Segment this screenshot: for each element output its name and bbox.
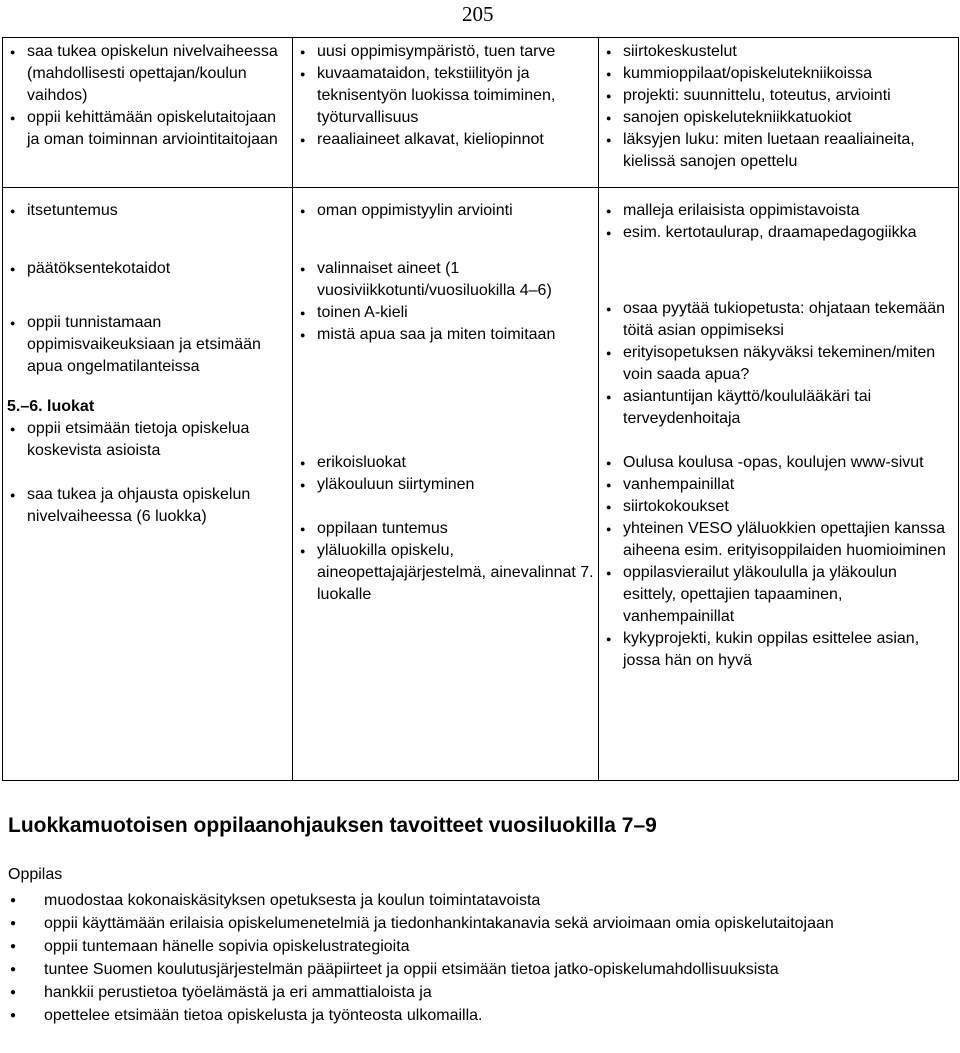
list-item: ● malleja erilaisista oppimistavoista bbox=[603, 200, 954, 222]
grade-heading-text: 5.–6. luokat bbox=[7, 398, 95, 415]
bullet-list bbox=[297, 452, 594, 496]
page-number: 205 bbox=[462, 2, 494, 26]
list-item: ● oppii tunnistamaan oppimisvaikeuksiaan ja etsimään apua ongelmatilanteissa bbox=[7, 312, 288, 378]
list-item: ● oppilaan tuntemus bbox=[297, 518, 594, 540]
list-item: ● toinen A-kieli bbox=[297, 302, 594, 324]
bullet-list bbox=[297, 41, 594, 151]
list-item: ● uusi oppimisympäristö, tuen tarve bbox=[297, 41, 594, 63]
section-title: Luokkamuotoisen oppilaanohjauksen tavoitteet vuosiluokilla 7–9 bbox=[8, 814, 657, 837]
list-item: ● osaa pyytää tukiopetusta: ohjataan tekemään töitä asian oppimiseksi bbox=[603, 298, 954, 342]
list-item: ● kuvaamataidon, tekstiilityön ja teknisentyön luokissa toimiminen, työturvallisuus bbox=[297, 63, 594, 129]
list-item: ● Oulusa koulusa -opas, koulujen www-sivut bbox=[603, 452, 954, 474]
list-item: ● erityisopetuksen näkyväksi tekeminen/miten voin saada apua? bbox=[603, 342, 954, 386]
list-item: ● saa tukea opiskelun nivelvaiheessa (mahdollisesti opettajan/koulun vaihdos) bbox=[7, 41, 288, 107]
bullet-list bbox=[7, 484, 288, 528]
table-cell bbox=[293, 188, 599, 781]
bullet-list bbox=[603, 200, 954, 244]
table-cell bbox=[293, 38, 599, 188]
bullet-list bbox=[603, 41, 954, 173]
bullet-list bbox=[297, 258, 594, 346]
table-cell bbox=[3, 38, 293, 188]
list-item: ● oppii tuntemaan hänelle sopivia opiskelustrategioita bbox=[8, 935, 948, 958]
list-item: ● oppii etsimään tietoja opiskelua koskevista asioista bbox=[7, 418, 288, 462]
guidance-table bbox=[2, 37, 959, 781]
table-cell bbox=[599, 38, 959, 188]
bullet-list bbox=[603, 298, 954, 430]
list-item: ● siirtokeskustelut bbox=[603, 41, 954, 63]
grade-heading bbox=[7, 396, 288, 418]
bullet-list bbox=[7, 312, 288, 378]
list-item: ● oppii kehittämään opiskelutaitojaan ja oman toiminnan arviointitaitojaan bbox=[7, 107, 288, 151]
list-item: ● tuntee Suomen koulutusjärjestelmän pääpiirteet ja oppii etsimään tietoa jatko-opiskelumahdollisuuksista bbox=[8, 958, 948, 981]
bullet-list bbox=[297, 518, 594, 606]
list-item: ● projekti: suunnittelu, toteutus, arviointi bbox=[603, 85, 954, 107]
bullet-list bbox=[7, 418, 288, 462]
list-item: ● opettelee etsimään tietoa opiskelusta ja työnteosta ulkomailla. bbox=[8, 1004, 948, 1027]
list-item: ● valinnaiset aineet (1 vuosiviikkotunti/vuosiluokilla 4–6) bbox=[297, 258, 594, 302]
list-item: ● läksyjen luku: miten luetaan reaaliaineita, kielissä sanojen opettelu bbox=[603, 129, 954, 173]
goals-list bbox=[8, 889, 948, 1027]
list-item: ● mistä apua saa ja miten toimitaan bbox=[297, 324, 594, 346]
list-item: ● hankkii perustietoa työelämästä ja eri ammattialoista ja bbox=[8, 981, 948, 1004]
bullet-list bbox=[7, 41, 288, 151]
table-row bbox=[3, 38, 959, 188]
bullet-list bbox=[297, 200, 594, 222]
list-item: ● vanhempainillat bbox=[603, 474, 954, 496]
table-row bbox=[3, 188, 959, 781]
list-item: ● asiantuntijan käyttö/koululääkäri tai terveydenhoitaja bbox=[603, 386, 954, 430]
bullet-list bbox=[603, 452, 954, 672]
table-cell bbox=[3, 188, 293, 781]
bullet-list bbox=[7, 258, 288, 280]
list-item: ● saa tukea ja ohjausta opiskelun nivelvaiheessa (6 luokka) bbox=[7, 484, 288, 528]
list-item: ● muodostaa kokonaiskäsityksen opetuksesta ja koulun toimintatavoista bbox=[8, 889, 948, 912]
list-item: ● yläkouluun siirtyminen bbox=[297, 474, 594, 496]
list-item: ● reaaliaineet alkavat, kieliopinnot bbox=[297, 129, 594, 151]
list-item: ● kummioppilaat/opiskelutekniikoissa bbox=[603, 63, 954, 85]
bullet-list bbox=[7, 200, 288, 222]
list-item: ● erikoisluokat bbox=[297, 452, 594, 474]
list-item: ● sanojen opiskelutekniikkatuokiot bbox=[603, 107, 954, 129]
list-item: ● oppilasvierailut yläkoululla ja yläkoulun esittely, opettajien tapaaminen, vanhempainillat bbox=[603, 562, 954, 628]
list-item: ● oman oppimistyylin arviointi bbox=[297, 200, 594, 222]
table-cell bbox=[599, 188, 959, 781]
list-item: ● kykyprojekti, kukin oppilas esittelee asian, jossa hän on hyvä bbox=[603, 628, 954, 672]
list-item: ● siirtokokoukset bbox=[603, 496, 954, 518]
list-item: ● päätöksentekotaidot bbox=[7, 258, 288, 280]
list-item: ● esim. kertotaulurap, draamapedagogiikka bbox=[603, 222, 954, 244]
subject-label: Oppilas bbox=[8, 866, 63, 883]
list-item: ● yhteinen VESO yläluokkien opettajien kanssa aiheena esim. erityisoppilaiden huomioiminen bbox=[603, 518, 954, 562]
list-item: ● oppii käyttämään erilaisia opiskelumenetelmiä ja tiedonhankintakanavia sekä arvioimaan omia opiskelutaitojaan bbox=[8, 912, 948, 935]
list-item: ● yläluokilla opiskelu, aineopettajajärjestelmä, ainevalinnat 7. luokalle bbox=[297, 540, 594, 606]
list-item: ● itsetuntemus bbox=[7, 200, 288, 222]
